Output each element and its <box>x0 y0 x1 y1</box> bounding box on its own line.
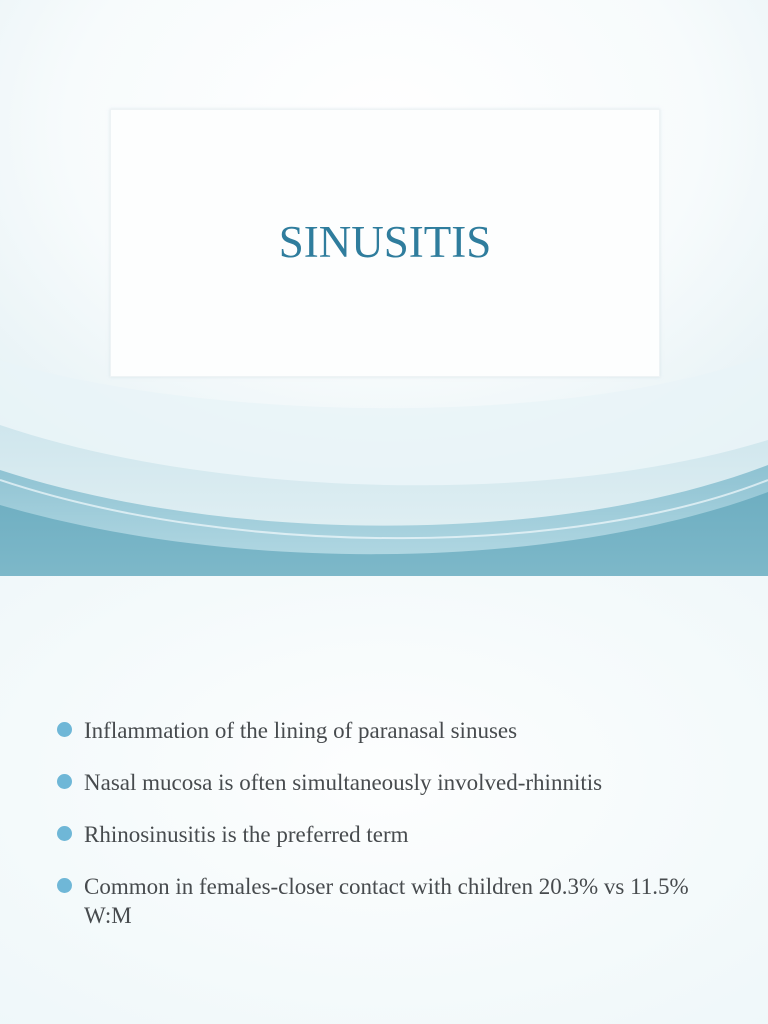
bullet-list <box>57 716 737 953</box>
bullet-text: Common in females-closer contact with children 20.3% vs 11.5% W:M <box>84 874 689 928</box>
slide-title: SINUSITIS <box>278 217 492 267</box>
bullet-dot-icon <box>57 722 72 737</box>
bullet-text: Inflammation of the lining of paranasal sinuses <box>84 718 518 743</box>
bullet-text: Nasal mucosa is often simultaneously involved-rhinnitis <box>84 770 603 795</box>
bullet-dot-icon <box>57 826 72 841</box>
bullet-item <box>57 820 737 849</box>
bullet-dot-icon <box>57 878 72 893</box>
title-placeholder <box>110 109 660 377</box>
bullet-item <box>57 716 737 745</box>
bullet-text: Rhinosinusitis is the preferred term <box>84 822 409 847</box>
content-slide <box>0 576 768 1024</box>
bullet-item <box>57 872 737 930</box>
bullet-item <box>57 768 737 797</box>
bullet-dot-icon <box>57 774 72 789</box>
